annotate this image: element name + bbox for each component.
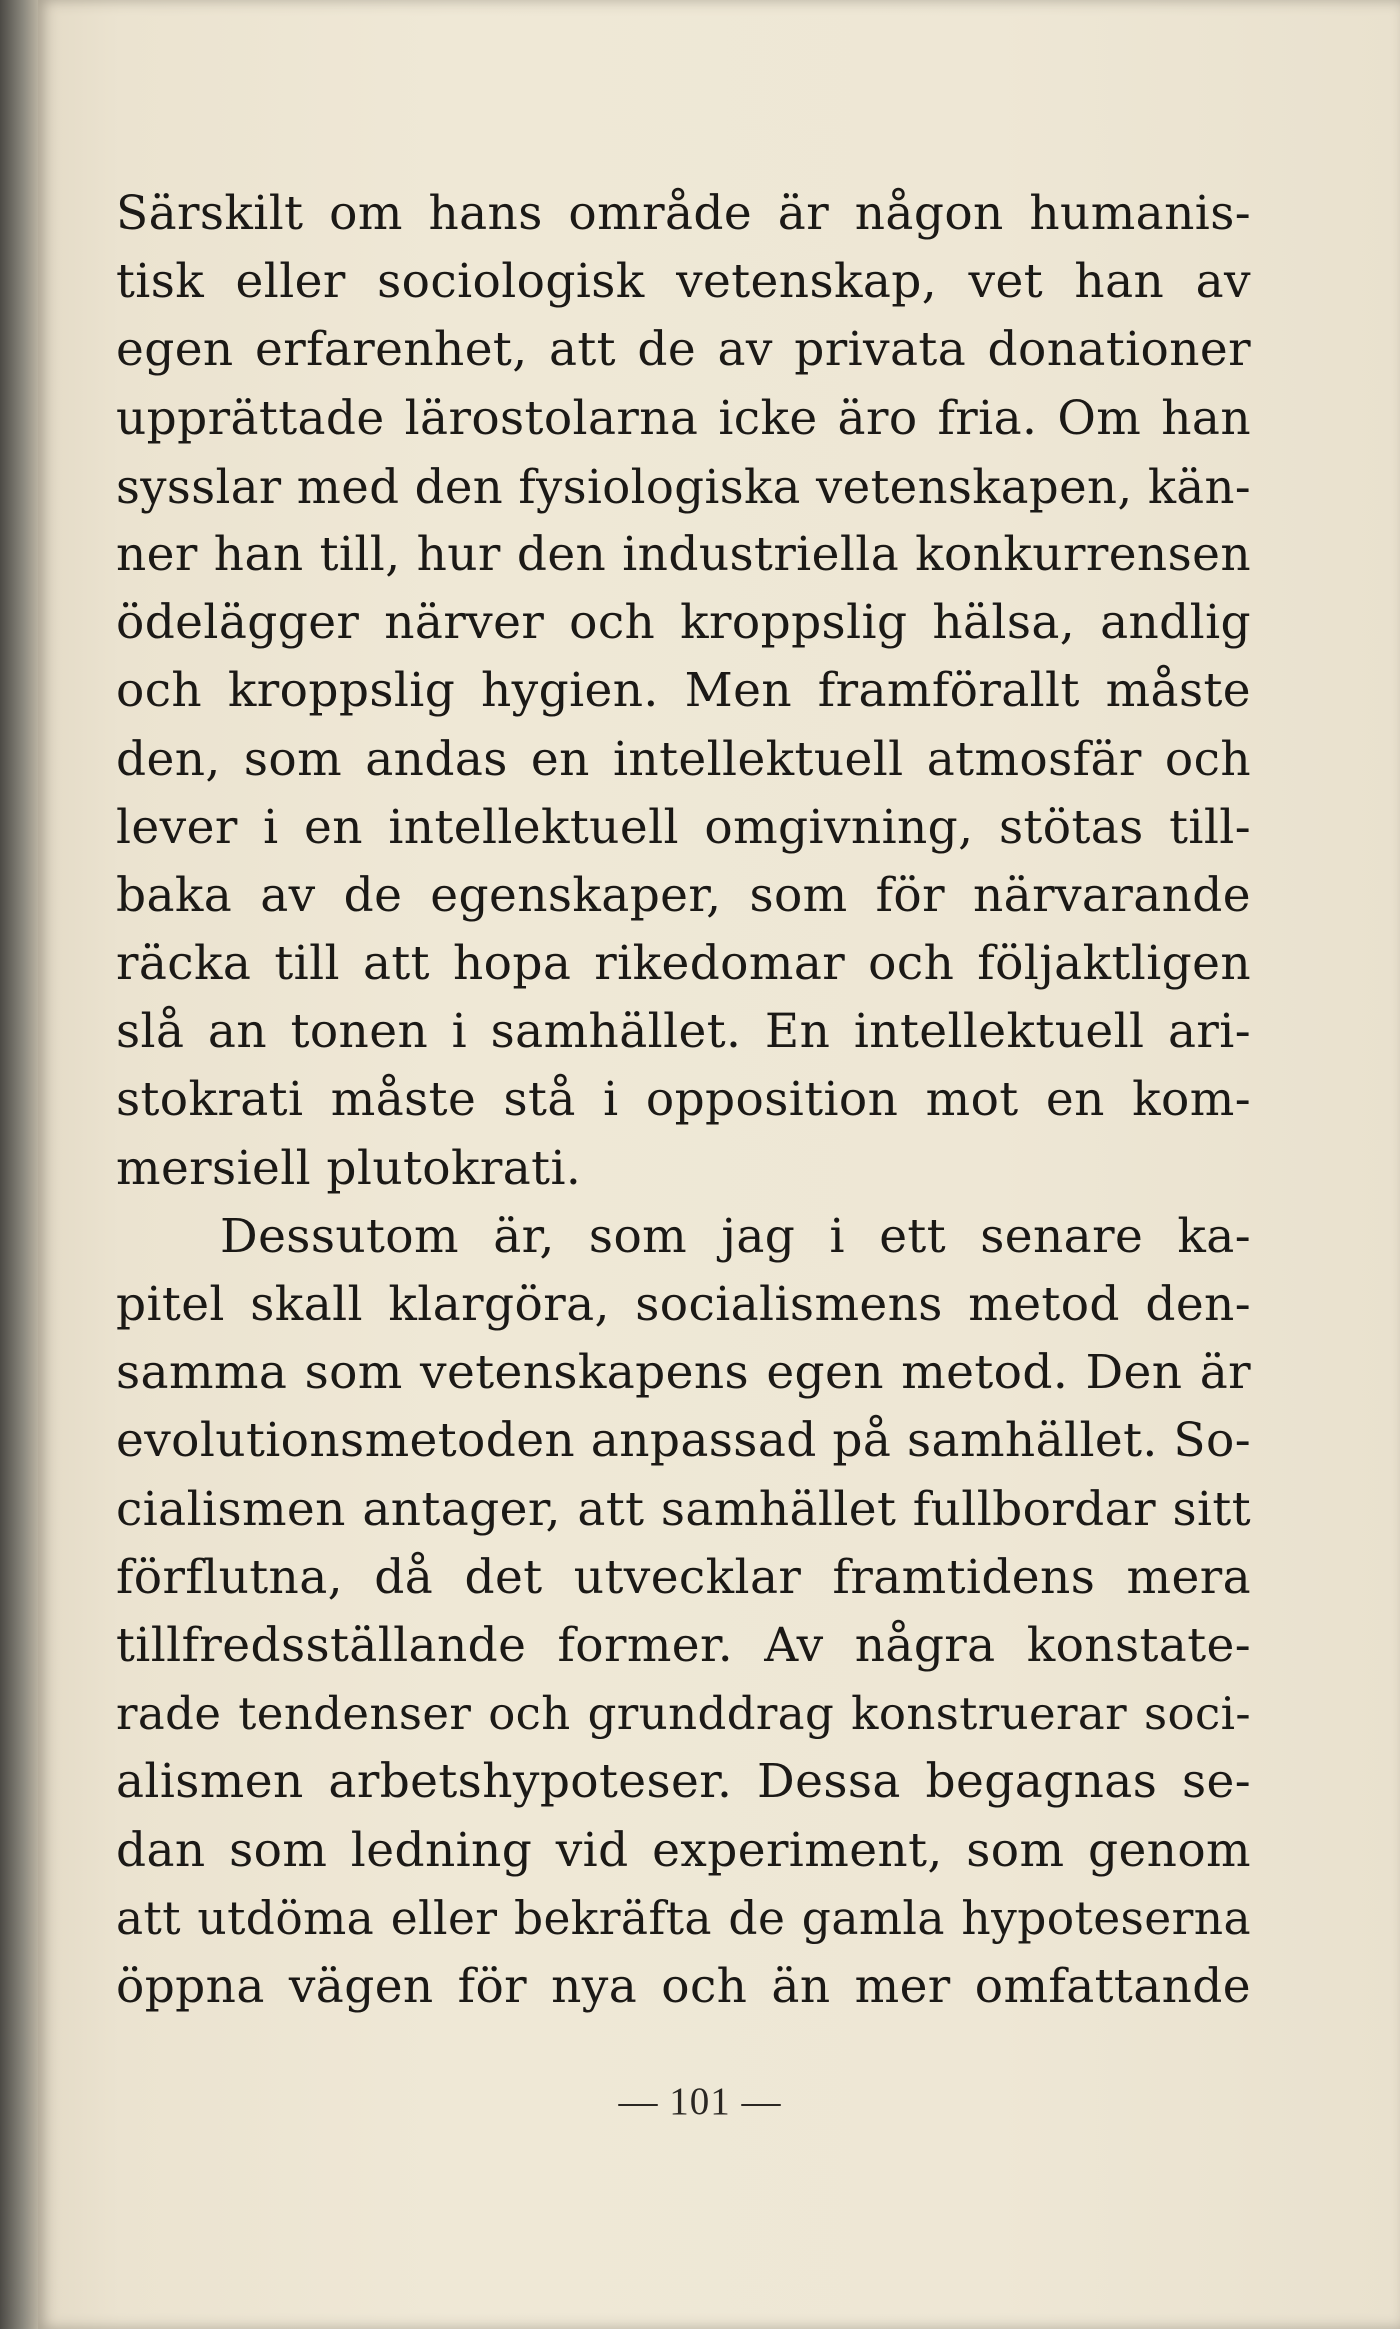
text-line: Särskilt om hans område är någon humanis- <box>116 186 1251 241</box>
text-line: samma som vetenskapens egen metod. Den är <box>116 1345 1251 1401</box>
text-line: evolutionsmetoden anpassad på samhället. So- <box>116 1413 1251 1469</box>
body-text <box>116 180 1251 2021</box>
text-line: ner han till, hur den industriella konkurrensen <box>116 526 1251 582</box>
text-line: att utdöma eller bekräfta de gamla hypoteserna <box>116 1891 1251 1945</box>
text-line: rade tendenser och grunddrag konstruerar soci- <box>116 1687 1251 1741</box>
text-line: och kroppslig hygien. Men framförallt måste <box>116 663 1251 719</box>
text-line: lever i en intellektuell omgivning, stötas till- <box>116 799 1251 855</box>
paragraph-2 <box>116 1203 1251 2021</box>
text-line: baka av de egenskaper, som för närvarande <box>116 867 1251 923</box>
text-line: cialismen antager, att samhället fullbordar sitt <box>116 1481 1251 1537</box>
text-line: Dessutom är, som jag i ett senare ka- <box>220 1208 1251 1264</box>
book-gutter <box>0 0 38 2329</box>
text-line: räcka till att hopa rikedomar och följaktligen <box>116 936 1251 992</box>
text-line: upprättade lärostolarna icke äro fria. Om han <box>116 390 1251 446</box>
page-number: — 101 — <box>618 2080 782 2123</box>
text-line: tillfredsställande former. Av några konstate- <box>116 1617 1251 1673</box>
text-line: sysslar med den fysiologiska vetenskapen, kän- <box>116 459 1251 514</box>
text-line: pitel skall klargöra, socialismens metod den- <box>116 1277 1251 1332</box>
text-line: alismen arbetshypoteser. Dessa begagnas se- <box>116 1754 1251 1810</box>
text-line: den, som andas en intellektuell atmosfär och <box>116 731 1251 787</box>
text-line: slå an tonen i samhället. En intellektuell ari- <box>116 1004 1251 1060</box>
text-line: förflutna, då det utvecklar framtidens mera <box>116 1549 1251 1605</box>
text-line: tisk eller sociologisk vetenskap, vet han av <box>116 254 1251 310</box>
text-line: stokrati måste stå i opposition mot en kom- <box>116 1072 1251 1128</box>
text-line: ödelägger närver och kroppslig hälsa, andlig <box>116 595 1251 651</box>
text-line: mersiell plutokrati. <box>116 1140 582 1196</box>
text-line: öppna vägen för nya och än mer omfattande <box>116 1958 1251 2014</box>
text-line: dan som ledning vid experiment, som genom <box>116 1822 1251 1878</box>
text-line: egen erfarenhet, att de av privata donationer <box>116 322 1251 378</box>
paragraph-1 <box>116 180 1251 1203</box>
